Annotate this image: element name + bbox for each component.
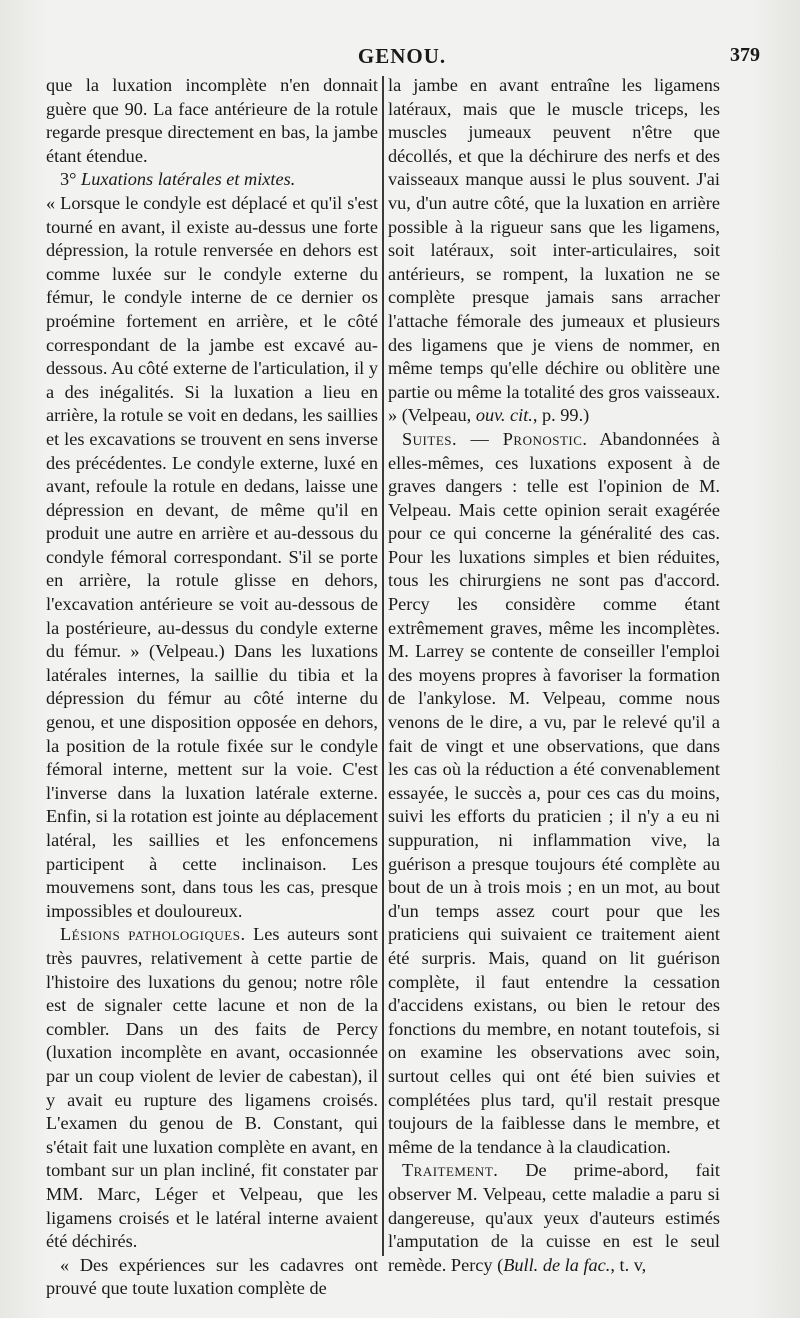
paragraph-text: que la luxation incomplète n'en donnait guère que 90. La face antérieure de la rotule regarde presque directement en bas, la jambe étant étendue. <box>46 75 378 166</box>
paragraph <box>46 74 378 168</box>
paragraph-text: Les auteurs sont très pauvres, relativement à cette partie de l'histoire des luxations du genou; notre rôle est de signaler cette lacune et non de la combler. Dans un des faits de Percy (luxation incomplète en avant, occasionnée par un coup violent de levier de cabestan), il y avait eu rupture des ligamens croisés. L'examen du genou de B. Constant, qui s'était fait une luxation complète en avant, en tombant sur un plan incliné, fit constater par MM. Marc, Léger et Velpeau, que les ligamens croisés et le latéral interne avaient été déchirés. <box>46 924 378 1252</box>
paragraph <box>46 1254 378 1301</box>
citation: Bull. de la fac. <box>503 1254 611 1275</box>
paragraph-text: De prime-abord, fait observer M. Velpeau, cette maladie a paru si dangereuse, qu'aux yeux d'auteurs estimés l'amputation de la cuisse en est le seul remède. Percy ( <box>388 1160 720 1275</box>
right-column <box>388 74 720 1277</box>
paragraph-treatment <box>388 1159 720 1277</box>
citation: ouv. cit. <box>475 405 533 426</box>
section-heading: Luxations latérales et mixtes. <box>81 169 296 190</box>
paragraph-prognosis <box>388 428 720 1159</box>
running-title: GENOU. <box>357 44 447 68</box>
page-number: 379 <box>730 44 760 66</box>
column-divider <box>382 76 384 1256</box>
left-column <box>46 74 378 1301</box>
paragraph-text: « Des expériences sur les cadavres ont prouvé que toute luxation complète de <box>46 1254 378 1299</box>
paragraph-text: , t. v, <box>610 1254 647 1275</box>
paragraph-text: , p. 99.) <box>532 405 590 426</box>
paragraph-lateral-luxations <box>46 168 378 923</box>
section-heading: Lésions pathologiques. <box>60 924 246 945</box>
paragraph-text: Abandonnées à elles-mêmes, ces luxations exposent à de graves dangers : telle est l'opinion de M. Velpeau. Mais cette opinion serait exagérée pour ce qui concerne la généralité des cas. Pour les luxations simples et bien réduites, tous les chirurgiens ne sont pas d'accord. Percy les considère comme étant extrêmement graves, même les incomplètes. M. Larrey se contente de conseiller l'emploi des moyens propres à favoriser la formation de l'ankylose. M. Velpeau, comme nous venons de le dire, a vu, par le relevé qu'il a fait de vingt et une observations, que dans les cas où la réduction a été convenablement essayée, le succès a, pour ces cas du moins, suivi les efforts du praticien ; il n'y a eu ni suppuration, ni inflammation vive, la guérison a presque toujours été complète au bout de un à trois mois ; en un mot, au bout d'un temps assez court pour que les praticiens qui suivaient ce traitement aient été surpris. Mais, quand on lit guérison complète, il faut entendre la cessation d'accidens existans, ou bien le retour des fonctions du membre, en notant toutefois, si on examine les observations avec soin, surtout celles qui ont été bien suivies et complétées plus tard, qu'il restait presque toujours de la faiblesse dans le membre, et même de la tendance à la claudication. <box>388 428 721 1157</box>
page-header <box>44 44 760 74</box>
section-number: 3° <box>60 169 77 190</box>
paragraph-text: « Lorsque le condyle est déplacé et qu'il s'est tourné en avant, il existe au-dessus une forte dépression, la rotule renversée en dehors est comme luxée sur le condyle externe du fémur, le condyle interne de ce dernier os proémine fortement en arrière, et le côté correspondant de la jambe est excavé au-dessous. Au côté externe de l'articulation, il y a des inégalités. Si la luxation a lieu en arrière, la rotule se voit en dedans, les saillies et les excavations se trouvent en sens inverse des précédentes. Le condyle externe, luxé en avant, refoule la rotule en dedans, laisse une dépression en devant, de même qu'il en produit une autre en arrière et au-dessous du condyle fémoral correspondant. S'il se porte en arrière, la rotule glisse en dehors, l'excavation antérieure se voit au-dessous de la postérieure, au-dessus du condyle externe du fémur. » (Velpeau.) Dans les luxations latérales internes, la saillie du tibia et la dépression du fémur au côté interne du genou, et une disposition opposée en dehors, la position de la rotule fixée sur le condyle fémoral interne, mettent sur la voie. C'est l'inverse dans la luxation latérale externe. Enfin, si la rotation est jointe au déplacement latéral, les saillies et les enfoncemens participent à cette inclinaison. Les mouvemens sont, dans tous les cas, presque impossibles et douloureux. <box>46 192 378 921</box>
section-heading: Traitement. <box>402 1160 499 1181</box>
section-heading: Suites. — Pronostic. <box>402 428 588 449</box>
paragraph-text: la jambe en avant entraîne les ligamens latéraux, mais que le muscle triceps, les muscles jumeaux peuvent n'être que décollés, et que la déchirure des nerfs et des vaisseaux manque aussi le plus souvent. J'ai vu, d'un autre côté, que la luxation en arrière possible à la rigueur sans que les ligamens, soit latéraux, soit inter-articulaires, soit antérieurs, se rompent, la luxation ne se complète presque jamais sans arracher l'attache fémorale des jumeaux et plusieurs des ligamens que je viens de nommer, en même temps qu'elle déchire ou oblitère une partie ou même la totalité des gros vaisseaux. » (Velpeau, <box>388 75 721 426</box>
paragraph-pathological-lesions <box>46 923 378 1253</box>
paragraph <box>388 74 720 428</box>
